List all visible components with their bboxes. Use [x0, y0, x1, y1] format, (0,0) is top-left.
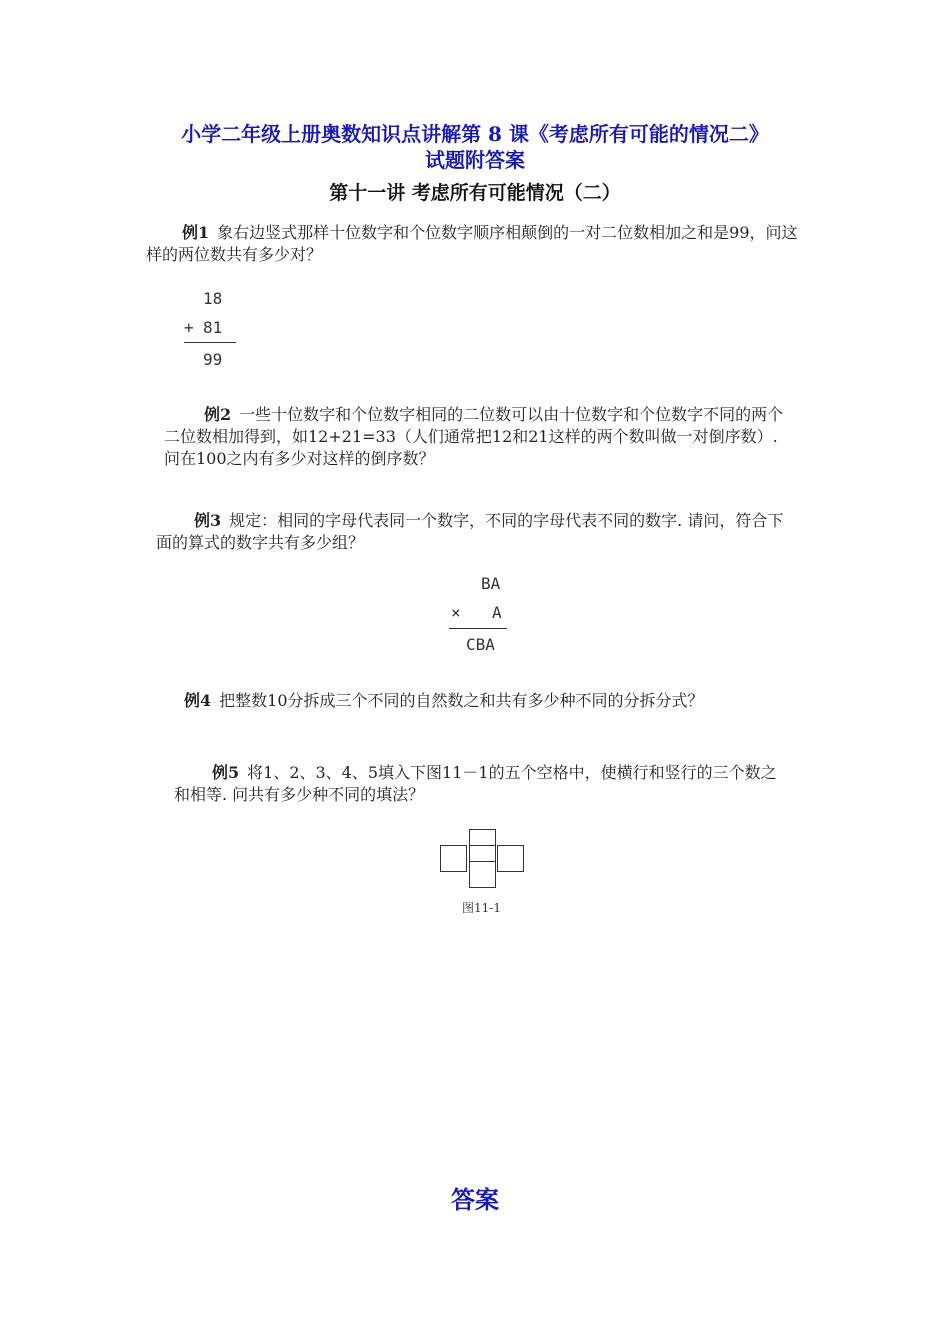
multiplication-top: BA	[481, 574, 501, 593]
addition-rule	[184, 342, 236, 343]
multiplication-second: A	[492, 603, 502, 622]
cross-grid-figure	[440, 829, 524, 889]
lecture-title: 第十一讲 考虑所有可能情况（二）	[329, 182, 621, 204]
grid-cell-left	[440, 845, 467, 872]
document-title-line1: 小学二年级上册奥数知识点讲解第 8 课《考虑所有可能的情况二》	[181, 122, 769, 146]
grid-cell-right	[497, 845, 524, 872]
example-5-text: 将1、2、3、4、5填入下图11－1的五个空格中，使横行和竖行的三个数之和相等. 问共有多少种不同的填法？	[174, 763, 777, 804]
document-title-line2: 试题附答案	[425, 148, 525, 172]
example-5	[174, 762, 786, 806]
figure-caption: 图11-1	[462, 901, 501, 915]
multiplication-result: CBA	[466, 635, 495, 654]
example-3	[156, 510, 796, 554]
multiplication-rule	[449, 628, 507, 629]
example-5-label: 例5	[212, 763, 240, 782]
example-4-label: 例4	[184, 691, 212, 710]
example-2-label: 例2	[204, 405, 232, 424]
example-3-label: 例3	[194, 511, 222, 530]
grid-cell-bottom	[469, 861, 496, 888]
example-1-text: 象右边竖式那样十位数字和个位数字顺序相颠倒的一对二位数相加之和是99，问这样的两位数共有多少对？	[146, 223, 798, 264]
example-3-text: 规定：相同的字母代表同一个数字，不同的字母代表不同的数字. 请问，符合下面的算式的数字共有多少组？	[156, 511, 784, 552]
example-4-text: 把整数10分拆成三个不同的自然数之和共有多少种不同的分拆分式？	[219, 691, 704, 710]
multiplication-operator: ×	[451, 603, 461, 622]
example-1-label: 例1	[182, 223, 210, 242]
example-4	[184, 690, 804, 712]
addition-result: 99	[203, 350, 223, 369]
example-2-text: 一些十位数字和个位数字相同的二位数可以由十位数字和个位数字不同的两个二位数相加得到，如12+21=33（人们通常把12和21这样的两个数叫做一对倒序数）. 问在100之内有多少对这样的倒序数？	[164, 405, 784, 468]
example-1	[146, 222, 802, 266]
addition-operator: +	[184, 318, 194, 337]
answer-heading: 答案	[451, 1185, 499, 1214]
example-2	[164, 404, 794, 470]
addition-top: 18	[203, 289, 223, 308]
addition-second: 81	[203, 318, 223, 337]
